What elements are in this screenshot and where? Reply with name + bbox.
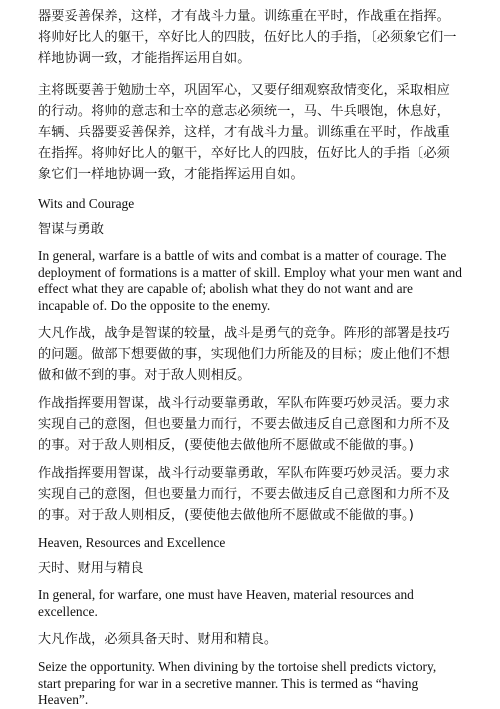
paragraph-chinese-1: 器要妥善保养，这样，才有战斗力量。训练重在平时，作战重在指挥。将帅好比人的躯干，卒好比人的四肢，伍好比人的手指，〔必须象它们一样地协调一致，才能指挥运用自如。: [38, 9, 457, 66]
paragraph-chinese-command-2: 作战指挥要用智谋，战斗行动要靠勇敢，军队布阵要巧妙灵活。要力求实现自己的意图，但也要量力而行，不要去做违反自己意图和力所不及的事。对于敌人则相反，(要使他去做他所不愿做或不能做的事。): [38, 466, 450, 523]
paragraph-english-heaven-general: In general, for warfare, one must have Heaven, material resources and excellence.: [38, 587, 414, 619]
paragraph-chinese-warfare: 大凡作战，战争是智谋的较量，战斗是勇气的竞争。阵形的部署是技巧的问题。做部下想要做的事，实现他们力所能及的目标；废止他们不想做和做不到的事。对于敌人则相反。: [38, 326, 450, 383]
paragraph-chinese-heaven-general: 大凡作战，必须具备天时、财用和精良。: [38, 632, 278, 647]
section-heading-english-wits-courage: Wits and Courage: [38, 196, 135, 211]
paragraph-english-seize-opportunity: Seize the opportunity. When divining by the tortoise shell predicts victory, start preparing for war in a secretive manner. This is termed as “having Heaven”.: [38, 659, 437, 707]
section-heading-english-heaven: Heaven, Resources and Excellence: [38, 535, 226, 550]
section-heading-chinese-wits-courage: 智谋与勇敢: [38, 222, 104, 237]
section-heading-chinese-heaven: 天时、财用与精良: [38, 561, 144, 576]
paragraph-chinese-2: 主将既要善于勉励士卒，巩固军心，又要仔细观察敌情变化，采取相应的行动。将帅的意志和士卒的意志必须统一，马、牛兵喂饱，休息好，车辆、兵器要妥善保养，这样，才有战斗力量。训练重在平时，作战重在指挥。将帅好比人的躯干，卒好比人的四肢，伍好比人的手指〔必须象它们一样地协调一致，才能指挥运用自如。: [38, 83, 450, 182]
paragraph-english-warfare: In general, warfare is a battle of wits and combat is a matter of courage. The deployment of formations is a matter of skill. Employ what your men want and effect what they are capable of; abolish what they do not want and are incapable of. Do the opposite to the enemy.: [38, 248, 462, 313]
paragraph-chinese-command-1: 作战指挥要用智谋，战斗行动要靠勇敢，军队布阵要巧妙灵活。要力求实现自己的意图，但也要量力而行，不要去做违反自己意图和力所不及的事。对于敌人则相反，(要使他去做他所不愿做或不能做的事。): [38, 396, 450, 453]
